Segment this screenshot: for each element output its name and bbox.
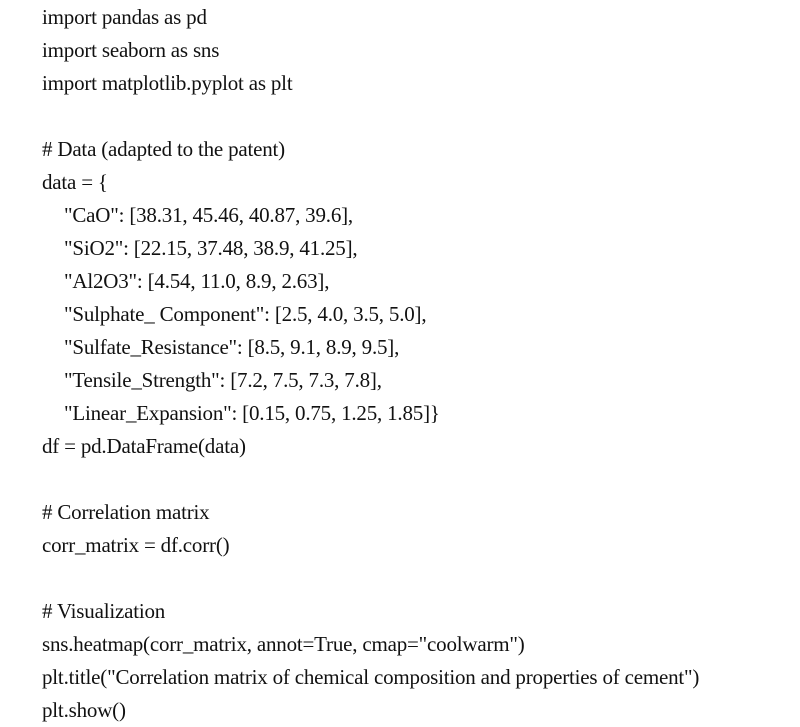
code-line-tensile-strength: "Tensile_Strength": [7.2, 7.5, 7.3, 7.8], xyxy=(64,368,382,392)
code-line-import-matplotlib: import matplotlib.pyplot as plt xyxy=(42,71,293,95)
code-comment-correlation: # Correlation matrix xyxy=(42,500,210,524)
code-line-blank xyxy=(42,100,792,133)
code-line-sulphate-component: "Sulphate_ Component": [2.5, 4.0, 3.5, 5.0], xyxy=(64,302,427,326)
code-line-plt-title: plt.title("Correlation matrix of chemical composition and properties of cement") xyxy=(42,665,700,689)
code-document xyxy=(42,1,792,727)
code-line-plt-show: plt.show() xyxy=(42,698,126,722)
code-comment-data: # Data (adapted to the patent) xyxy=(42,137,285,161)
code-line-import-seaborn: import seaborn as sns xyxy=(42,38,220,62)
code-line-blank xyxy=(42,463,792,496)
code-line-cao: "CaO": [38.31, 45.46, 40.87, 39.6], xyxy=(64,203,353,227)
code-line-corr-matrix: corr_matrix = df.corr() xyxy=(42,533,230,557)
code-line-sio2: "SiO2": [22.15, 37.48, 38.9, 41.25], xyxy=(64,236,358,260)
code-comment-visualization: # Visualization xyxy=(42,599,166,623)
code-line-blank xyxy=(42,562,792,595)
code-line-data-open: data = { xyxy=(42,170,108,194)
code-line-al2o3: "Al2O3": [4.54, 11.0, 8.9, 2.63], xyxy=(64,269,330,293)
code-line-import-pandas: import pandas as pd xyxy=(42,5,207,29)
code-line-heatmap: sns.heatmap(corr_matrix, annot=True, cmap="coolwarm") xyxy=(42,632,525,656)
code-line-linear-expansion: "Linear_Expansion": [0.15, 0.75, 1.25, 1.85]} xyxy=(64,401,440,425)
code-line-dataframe: df = pd.DataFrame(data) xyxy=(42,434,246,458)
code-line-sulfate-resistance: "Sulfate_Resistance": [8.5, 9.1, 8.9, 9.5], xyxy=(64,335,400,359)
